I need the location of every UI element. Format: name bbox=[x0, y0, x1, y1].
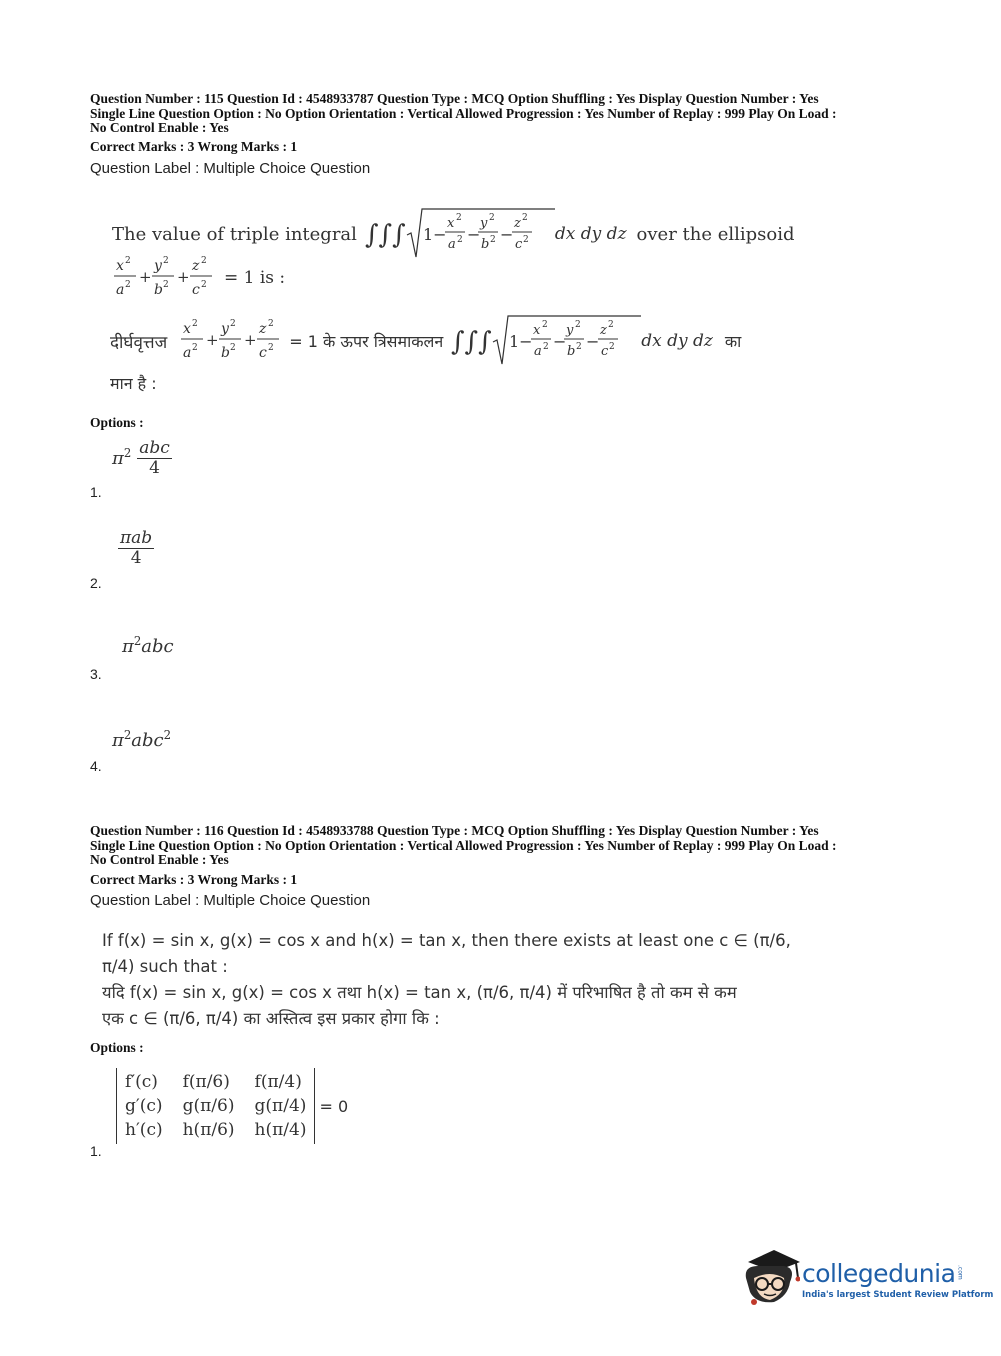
svg-text:2: 2 bbox=[576, 342, 582, 352]
q115-option-4-num: 4. bbox=[90, 758, 102, 774]
svg-text:c: c bbox=[514, 237, 523, 252]
svg-text:z: z bbox=[513, 216, 521, 231]
q115-option-1-expr[interactable]: $\pi^2$ $\frac{\text{abc}}{4}$ bbox=[112, 438, 170, 478]
svg-text:a: a bbox=[183, 345, 192, 361]
svg-text:2: 2 bbox=[268, 319, 275, 329]
svg-text:2: 2 bbox=[456, 235, 463, 245]
determinant bbox=[116, 1068, 315, 1144]
q115-diff-en: dx dy dz bbox=[554, 224, 627, 244]
svg-text:2: 2 bbox=[455, 213, 462, 223]
q115-integral-hi bbox=[451, 312, 641, 370]
svg-text:2: 2 bbox=[201, 280, 207, 290]
svg-text:b: b bbox=[154, 282, 163, 298]
q115-marks: Correct Marks : 3 Wrong Marks : 1 bbox=[90, 139, 298, 154]
q115-integral-en bbox=[365, 205, 555, 263]
svg-text:−: − bbox=[499, 225, 514, 244]
q115-diff-hi: dx dy dz bbox=[641, 331, 713, 351]
q116-options-title: Options : bbox=[90, 1040, 144, 1055]
q115-hi-prefix: दीर्घवृत्तज bbox=[110, 332, 168, 353]
svg-text:−: − bbox=[553, 332, 567, 351]
det-cell: f(π/6) bbox=[182, 1072, 230, 1092]
svg-text:2: 2 bbox=[163, 256, 169, 266]
q116-en-line1: If f(x) = sin x, g(x) = cos x and h(x) = tan x, then there exists at least one c ∈ (π/6, bbox=[102, 931, 791, 950]
q115-hi-ka: का bbox=[724, 332, 742, 351]
svg-text:y: y bbox=[479, 216, 488, 231]
q116-hi-line2: एक c ∈ (π/6, π/4) का अस्तित्व इस प्रकार होगा कि : bbox=[102, 1009, 440, 1028]
svg-text:1−: 1− bbox=[422, 225, 447, 244]
det-cell: g(π/4) bbox=[254, 1096, 307, 1116]
svg-text:+: + bbox=[244, 331, 257, 349]
q115-ellipsoid-eq bbox=[112, 252, 285, 304]
q116-meta-line3: No Control Enable : Yes bbox=[90, 852, 229, 867]
svg-text:2: 2 bbox=[575, 320, 581, 330]
det-cell: g(π/6) bbox=[182, 1096, 235, 1116]
svg-text:2: 2 bbox=[521, 213, 528, 223]
svg-text:2: 2 bbox=[489, 235, 496, 245]
q115-option-3-num: 3. bbox=[90, 666, 102, 682]
q115-hi-end: मान है : bbox=[110, 374, 157, 393]
q116-meta-line1: Question Number : 116 Question Id : 4548933788 Question Type : MCQ Option Shuffling : Yes Display Question Number : Yes bbox=[90, 823, 819, 838]
q115-meta-line2: Single Line Question Option : No Option Orientation : Vertical Allowed Progression : Yes Number of Replay : 999 Play On Load : bbox=[90, 105, 837, 121]
det-cell: h′(c) bbox=[125, 1120, 163, 1140]
svg-text:2: 2 bbox=[609, 342, 615, 352]
svg-text:x: x bbox=[446, 216, 455, 231]
q115-meta bbox=[90, 92, 837, 136]
q115-option-2-expr[interactable]: $\frac{\text{πab}}{4}$ bbox=[120, 528, 153, 568]
svg-text:∫∫∫: ∫∫∫ bbox=[364, 220, 406, 250]
svg-text:2: 2 bbox=[125, 256, 131, 266]
det-cell: f′(c) bbox=[125, 1072, 158, 1092]
q115-option-3-expr[interactable]: $\pi^2abc$ bbox=[122, 634, 174, 657]
q115-options-title: Options : bbox=[90, 415, 144, 430]
svg-text:c: c bbox=[192, 282, 200, 298]
svg-text:a: a bbox=[534, 344, 542, 359]
q115-en-is: = 1 is : bbox=[224, 268, 286, 288]
svg-text:2: 2 bbox=[522, 235, 529, 245]
q115-meta-line1: Question Number : 115 Question Id : 4548933787 Question Type : MCQ Option Shuffling : Yes Display Question Number : Yes bbox=[90, 91, 819, 106]
q115-text-hi bbox=[110, 312, 741, 370]
q116-meta-line2: Single Line Question Option : No Option Orientation : Vertical Allowed Progression : Yes Number of Replay : 999 Play On Load : bbox=[90, 837, 837, 853]
svg-text:2: 2 bbox=[230, 343, 237, 353]
q115-option-2-num: 2. bbox=[90, 575, 102, 591]
svg-text:x: x bbox=[116, 258, 124, 274]
svg-text:+: + bbox=[139, 268, 152, 286]
svg-text:z: z bbox=[600, 323, 608, 338]
q116-option-1-expr[interactable] bbox=[116, 1068, 348, 1144]
q115-option-1-num: 1. bbox=[90, 484, 102, 500]
svg-text:2: 2 bbox=[192, 319, 199, 329]
svg-text:b: b bbox=[567, 344, 576, 359]
q115-en-prefix: The value of triple integral bbox=[112, 223, 357, 245]
q116-en-line2: π/4) such that : bbox=[102, 957, 228, 976]
svg-text:2: 2 bbox=[542, 320, 548, 330]
det-cell: f(π/4) bbox=[254, 1072, 302, 1092]
svg-text:b: b bbox=[480, 237, 490, 252]
svg-text:2: 2 bbox=[268, 343, 275, 353]
svg-text:2: 2 bbox=[543, 342, 549, 352]
svg-text:x: x bbox=[183, 321, 192, 337]
det-cell: h(π/6) bbox=[182, 1120, 235, 1140]
svg-text:y: y bbox=[566, 323, 574, 338]
det-equals: = 0 bbox=[319, 1096, 349, 1116]
svg-text:y: y bbox=[221, 321, 230, 337]
q116-option-1-num: 1. bbox=[90, 1143, 102, 1159]
determinant-grid bbox=[123, 1070, 308, 1142]
q116-text bbox=[102, 928, 791, 1032]
svg-text:y: y bbox=[154, 258, 162, 274]
q116-meta bbox=[90, 824, 837, 868]
brand-name: collegedunia bbox=[802, 1258, 956, 1288]
det-cell: g′(c) bbox=[125, 1096, 163, 1116]
svg-text:x: x bbox=[533, 323, 541, 338]
svg-text:1−: 1− bbox=[509, 332, 533, 351]
brand-dotcom: .com bbox=[956, 1264, 964, 1280]
q116-label: Question Label : Multiple Choice Question bbox=[90, 892, 371, 909]
svg-text:2: 2 bbox=[192, 343, 199, 353]
q115-option-4-expr[interactable]: $\pi^2abc^2$ bbox=[112, 728, 172, 751]
svg-text:z: z bbox=[259, 321, 267, 337]
det-cell: h(π/4) bbox=[254, 1120, 307, 1140]
q116-marks: Correct Marks : 3 Wrong Marks : 1 bbox=[90, 872, 298, 887]
q115-label: Question Label : Multiple Choice Question bbox=[90, 160, 371, 177]
svg-text:b: b bbox=[221, 345, 231, 361]
svg-text:a: a bbox=[116, 282, 125, 298]
svg-text:+: + bbox=[206, 331, 219, 349]
svg-text:c: c bbox=[601, 344, 609, 359]
svg-text:z: z bbox=[192, 258, 200, 274]
brand-logo[interactable] bbox=[740, 1248, 993, 1310]
svg-text:2: 2 bbox=[230, 319, 237, 329]
svg-text:c: c bbox=[259, 345, 268, 361]
q115-hi-fractions bbox=[179, 315, 291, 367]
student-mascot-icon bbox=[740, 1248, 800, 1310]
q115-hi-mid: = 1 के ऊपर त्रिसमाकलन bbox=[289, 332, 444, 351]
svg-text:a: a bbox=[447, 237, 456, 252]
svg-text:+: + bbox=[177, 268, 190, 286]
svg-text:2: 2 bbox=[125, 280, 131, 290]
q115-en-suffix: over the ellipsoid bbox=[636, 223, 795, 245]
svg-text:∫∫∫: ∫∫∫ bbox=[451, 327, 492, 357]
svg-text:2: 2 bbox=[201, 256, 207, 266]
q115-meta-line3: No Control Enable : Yes bbox=[90, 120, 229, 135]
q116-hi-line1: यदि f(x) = sin x, g(x) = cos x तथा h(x) = tan x, (π/6, π/4) में परिभाषित है तो कम से कम bbox=[102, 983, 737, 1002]
q115-ellipsoid-fractions bbox=[112, 252, 232, 304]
svg-text:2: 2 bbox=[488, 213, 495, 223]
svg-text:2: 2 bbox=[163, 280, 169, 290]
svg-text:−: − bbox=[586, 332, 600, 351]
svg-text:2: 2 bbox=[608, 320, 614, 330]
svg-text:−: − bbox=[466, 225, 481, 244]
brand-tagline: India's largest Student Review Platform bbox=[802, 1289, 994, 1300]
